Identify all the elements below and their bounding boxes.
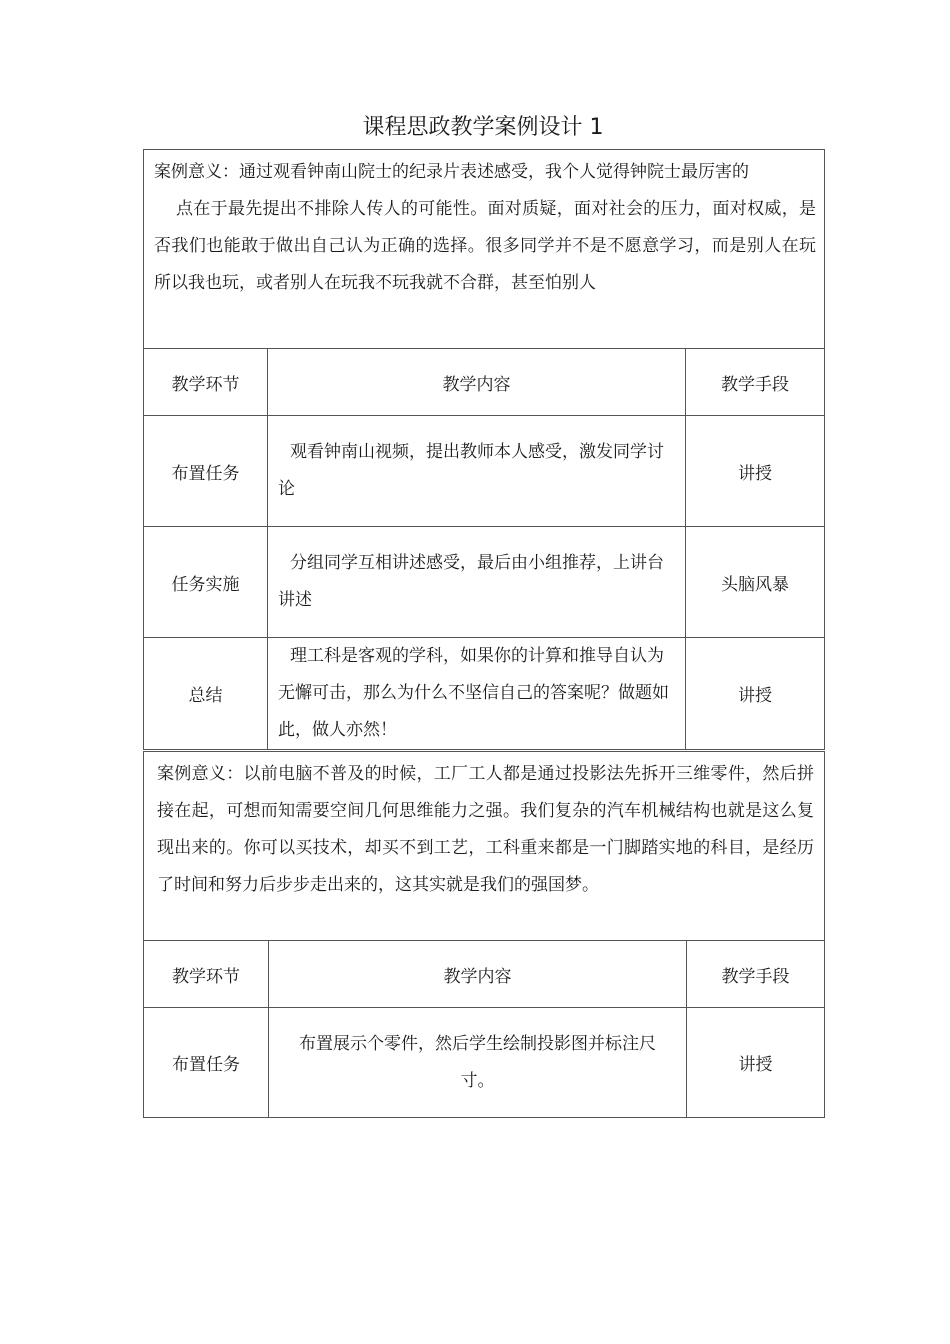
header-method: 教学手段: [686, 349, 825, 416]
intro-text: 案例意义：以前电脑不普及的时候，工厂工人都是通过投影法先拆开三维零件，然后拼接在起，可想而知需要空间几何思维能力之强。我们复杂的汽车机械结构也就是这么复现出来的。你可以买技术，却买不到工艺，工科重来都是一门脚踏实地的科目，是经历了时间和努力后步步走出来的，这其实就是我们的强国梦。: [157, 764, 815, 895]
header-method: 教学手段: [687, 941, 825, 1008]
case-intro: [144, 150, 825, 349]
page-title: 课程思政教学案例设计 1: [362, 115, 604, 140]
header-stage: 教学环节: [144, 941, 269, 1008]
case-intro: [144, 752, 825, 941]
header-stage: 教学环节: [144, 349, 268, 416]
header-content: 教学内容: [268, 349, 686, 416]
content-cell: [268, 527, 686, 638]
method-cell: 头脑风暴: [686, 527, 825, 638]
stage-cell: 总结: [144, 638, 268, 750]
header-content: 教学内容: [269, 941, 687, 1008]
stage-cell: 布置任务: [144, 416, 268, 527]
stage-cell: 任务实施: [144, 527, 268, 638]
content-text: 理工科是客观的学科，如果你的计算和推导自认为无懈可击，那么为什么不坚信自己的答案呢？做题如此，做人亦然！: [278, 646, 669, 740]
stage-cell: 布置任务: [144, 1008, 269, 1118]
table-row: [144, 416, 825, 527]
method-cell: 讲授: [686, 416, 825, 527]
intro-line: 案例意义：通过观看钟南山院士的纪录片表述感受，我个人觉得钟院士最厉害的: [154, 162, 749, 182]
content-text: 观看钟南山视频，提出教师本人感受，激发同学讨论: [278, 442, 664, 499]
content-cell: 布置展示个零件，然后学生绘制投影图并标注尺寸。: [269, 1008, 687, 1118]
method-cell: 讲授: [687, 1008, 825, 1118]
intro-line: 点在于最先提出不排除人传人的可能性。面对质疑，面对社会的压力，面对权威，是否我们也能敢于做出自己认为正确的选择。很多同学并不是不愿意学习，而是别人在玩所以我也玩，或者别人在玩我不玩我就不合群，甚至怕别人: [154, 199, 816, 293]
case-table-1: [143, 149, 825, 750]
case-table-2: [143, 751, 825, 1118]
content-cell: [268, 416, 686, 527]
content-text: 分组同学互相讲述感受，最后由小组推荐，上讲台讲述: [278, 553, 664, 610]
table-row: [144, 638, 825, 750]
method-cell: 讲授: [686, 638, 825, 750]
table-row: [144, 1008, 825, 1118]
table-row: [144, 527, 825, 638]
content-cell: [268, 638, 686, 750]
